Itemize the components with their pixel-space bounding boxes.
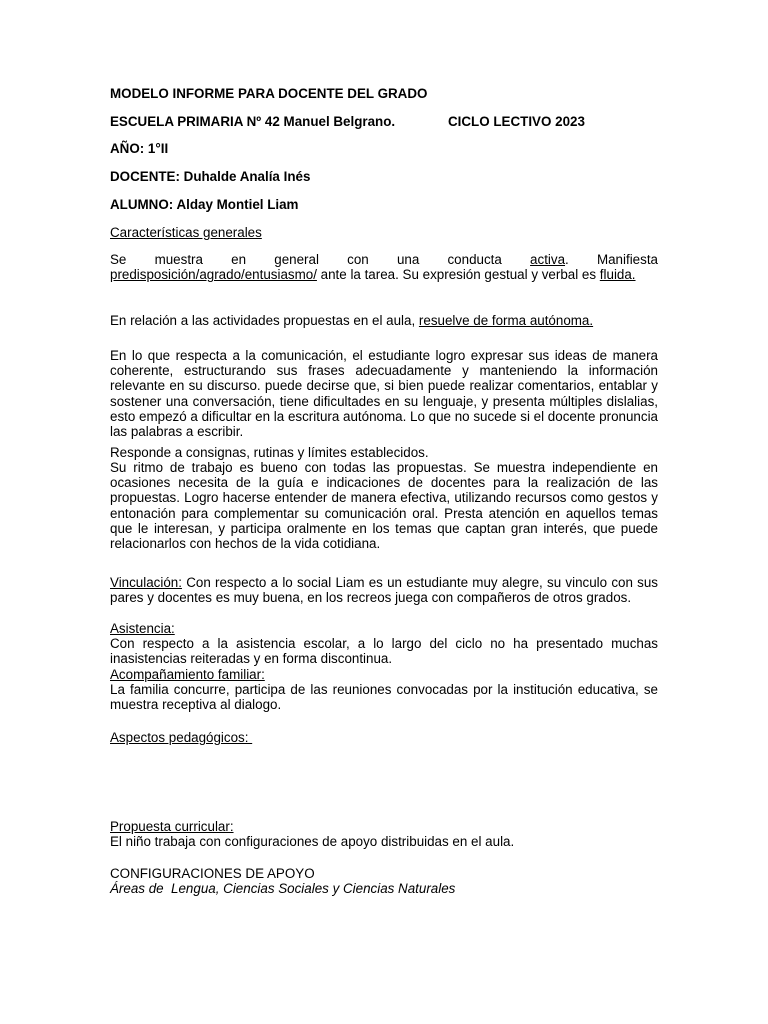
underlined-activa: activa — [530, 252, 566, 267]
vinculacion-text: Con respecto a lo social Liam es un estudiante muy alegre, su vinculo con sus pares y docentes es muy buena, en los recreos juega con compañeros de otros grados. — [110, 575, 658, 606]
curricular-label: Propuesta curricular: — [110, 819, 234, 834]
underlined-autonoma: resuelve de forma autónoma. — [418, 313, 594, 328]
general-text-3: ante la tarea. Su expresión gestual y verbal es — [316, 267, 600, 283]
cycle-year: CICLO LECTIVO 2023 — [448, 114, 585, 129]
communication-paragraph: En lo que respecta a la comunicación, el estudiante logro expresar sus ideas de manera coherente, estructurando sus frases adecuadamente y manteniendo la información relevante en su discurso. puede decirse que, si bien puede realizar comentarios, entablar y sostener una conversación, tiene dificultades en su lenguaje, y presenta múltiples dislalias, esto empezó a dificultar en la escritura autónoma. Lo que no sucede si el docente pronuncia las palabras a escribir. — [110, 348, 658, 440]
underlined-fluida: fluida. — [599, 267, 636, 283]
apoyo-section — [110, 866, 658, 896]
curricular-text: El niño trabaja con configuraciones de apoyo distribuidas en el aula. — [110, 834, 515, 850]
vinculacion-section — [110, 575, 658, 605]
school-line — [110, 114, 658, 129]
apoyo-heading: CONFIGURACIONES DE APOYO — [110, 866, 315, 881]
vinculacion-label: Vinculación: — [110, 575, 182, 590]
work-rhythm-paragraph: Su ritmo de trabajo es bueno con todas las propuestas. Se muestra independiente en ocasiones necesita de la guía e indicaciones de docentes para la realización de las propuestas. Logro hacerse entender de manera efectiva, utilizando recursos como gestos y entonación para complementar su comunicación oral. Presta atención en aquellos temas que le interesan, y participa oralmente en los temas que captan gran interés, que puede relacionarlos con hechos de la vida cotidiana. — [110, 460, 658, 552]
general-paragraph — [110, 252, 658, 282]
activities-paragraph — [110, 313, 658, 328]
familia-section — [110, 667, 658, 713]
document-title: MODELO INFORME PARA DOCENTE DEL GRADO — [110, 86, 428, 101]
underlined-predisposicion: predisposición/agrado/entusiasmo/ — [110, 267, 317, 283]
asistencia-section — [110, 621, 658, 667]
teacher-name: DOCENTE: Duhalde Analía Inés — [110, 169, 311, 184]
grade-year: AÑO: 1°II — [110, 141, 169, 156]
curricular-section — [110, 819, 658, 849]
apoyo-areas: Áreas de Lengua, Ciencias Sociales y Ciencias Naturales — [110, 881, 456, 897]
asistencia-label: Asistencia: — [110, 621, 175, 636]
student-name: ALUMNO: Alday Montiel Liam — [110, 197, 299, 212]
general-text-1: Se muestra en general con una conducta — [110, 252, 531, 267]
activities-text: En relación a las actividades propuestas en el aula, — [110, 313, 419, 328]
general-text-2: . Manifiesta — [565, 252, 658, 267]
pedagogicos-heading: Aspectos pedagógicos: — [110, 730, 253, 745]
general-heading: Características generales — [110, 225, 262, 240]
familia-text: La familia concurre, participa de las reuniones convocadas por la institución educativa, se muestra receptiva al dialogo. — [110, 682, 658, 713]
asistencia-text: Con respecto a la asistencia escolar, a lo largo del ciclo no ha presentado muchas inasistencias reiteradas y en forma discontinua. — [110, 636, 658, 667]
familia-label: Acompañamiento familiar: — [110, 667, 265, 682]
routines-paragraph: Responde a consignas, rutinas y límites establecidos. — [110, 445, 429, 460]
school-name: ESCUELA PRIMARIA Nº 42 Manuel Belgrano. — [110, 114, 396, 129]
